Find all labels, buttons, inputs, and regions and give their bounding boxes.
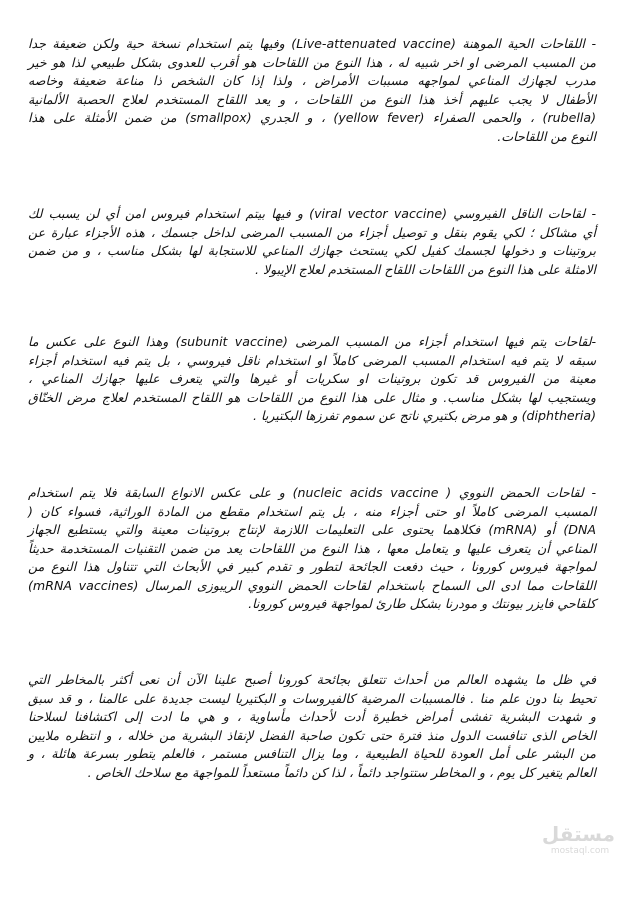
paragraph-conclusion [28,671,596,782]
text-line: الامثلة على هذا النوع من اللقاحات اللقاح المستخدم لعلاج الإيبولا . [254,261,596,277]
text-line: من المسبب المرضى او اخر شبيه له ، هذا النوع من اللقاحات هو أقرب للعدوى بشكل طبيعي لذا هو خير [28,54,596,70]
text-line: سبقه لا يتم فيه استخدام المسبب المرضى كاملاً او استخدام ناقل فيروسي ، بل يتم فيه استخدام أجزاء [28,352,596,368]
paragraph-subunit [28,333,596,426]
text-line: أي مشاكل ؛ لكي يقوم بنقل و توصيل أجزاء من المسبب المرضى لداخل جسمك ، هذه الأجزاء عبارة عن [28,224,596,240]
paragraph-nucleic-acid [28,484,596,614]
watermark-latin: mostaql.com [550,846,610,856]
text-line: لمواجهة فيروس كورونا ، حيث دفعت الجائحة لتطور و تقدم كبير في الأبحاث التي تتناول هذا النوع من [28,559,596,574]
text-line: (diphtheria) و هو مرض بكتيري ناتج عن سموم تفرزها البكتيريا . [253,408,596,423]
text-line: الخاص الذى تنافست الدول منذ فترة حتى تكون صاحبة الفضل لإنقاذ البشرية من خلاله ، و انتظره ملايين [28,727,596,743]
text-line: اللقاحات مما ادى الى السماح باستخدام لقاحات الحمض النووي الريبوزى المرسال (mRNA vaccines) [28,577,596,593]
text-line: و شهدت البشرية تفشى أمراض خطيرة أدت لأحداث مأساوية ، و هي ما ادت إلى اكتشافنا لسلاحنا [28,709,596,724]
paragraph-live-attenuated [28,35,596,146]
paragraph-viral-vector [28,205,596,279]
text-line: - لقاحات الناقل الفيروسي (viral vector vaccine) و فيها بيتم استخدام فيروس امن أي لن يسبب لك [28,206,597,221]
text-line: العالم يتغير كل يوم ، و المخاطر ستتواجد دائماً ، لذا كن دائماً مستعداً للمواجهة مع سلاحك الخاص . [87,764,596,780]
text-line: - لقاحات الحمض النووي ( nucleic acids vaccine) و على عكس الانواع السابقة فلا يتم استخدام [28,485,596,500]
text-line: النوع من اللقاحات. [497,128,596,144]
text-line: -لقاحات يتم فيها استخدام أجزاء من المسبب المرضى (subunit vaccine) وهذا النوع على عكس ما [28,334,596,349]
watermark-arabic: مستقل [541,822,615,846]
text-line: تحيط بنا دون علم منا . فالمسببات المرضية كالفيروسات و البكتيريا ليست جديدة على عالمنا ، و قد سبق [28,690,596,706]
text-line: مدرب لجهازك المناعي لمواجهه مسببات الأمراض ، ولذا إذا كان الشخص ذا مناعة ضعيفة وخاصه [28,73,596,88]
text-line: المسبب المرضى كاملاً او حتى أجزاء منه ، بل يتم استخدام مقطع من المادة الوراثية، فسواء كان ( [28,503,596,519]
text-line: بروتينات و دخولها لجسمك كفيل لكي يستحث جهازك المناعي للاستجابة لها بشكل مناسب ، و من ضمن [28,243,596,258]
text-line: من البشر على أمل العودة للحياة الطبيعية ، وما يزال التنافس مستمر ، فالعلم يتطور بسرعة هائلة ، و [28,746,596,761]
text-line: في ظل ما يشهده العالم من أحداث تتعلق بجائحة كورونا أصبح علينا الآن أن نعى أكثر بالمخاطر التي [28,672,596,687]
text-line: المناعي أن يتعرف عليها و يتعامل معها ، هذا النوع من اللقاحات يعد من ضمن التقنيات المستخدمة حديثاً [28,540,596,556]
text-line: الأطفال لا يجب عليهم أخذ هذا النوع من اللقاحات ، و يعد اللقاح المستخدم لعلاج الحصبة الألمانية [28,91,596,107]
text-line: (rubella) ، والحمى الصفراء (yellow fever) ، و الجدري (smallpox) من ضمن الأمثلة على هذا [28,110,596,125]
text-line: DNA) أو (mRNA) فكلاهما يحتوى على التعليمات اللازمة لإنتاج بروتينات معينة والتي يستطيع الجهاز [28,522,596,537]
text-line: كلقاحي فايزر بيونتك و مودرنا بشكل طارئ لمواجهة فيروس كورونا. [248,596,596,611]
text-line: ويستجيب لها بشكل مناسب. و مثال على هذا النوع من اللقاحات هو اللقاح المستخدم لعلاج مرض الخنّاق [28,389,596,405]
mostaql-watermark-logo [541,822,615,857]
text-line: - اللقاحات الحية الموهنة (Live-attenuated vaccine) وفيها يتم استخدام نسخة حية ولكن ضعيفة جدا [28,36,597,51]
text-line: معينة من الفيروس قد تكون بروتينات او سكريات أو غيرها والتي يتعرف عليها جهازك المناعي ، [28,371,596,386]
